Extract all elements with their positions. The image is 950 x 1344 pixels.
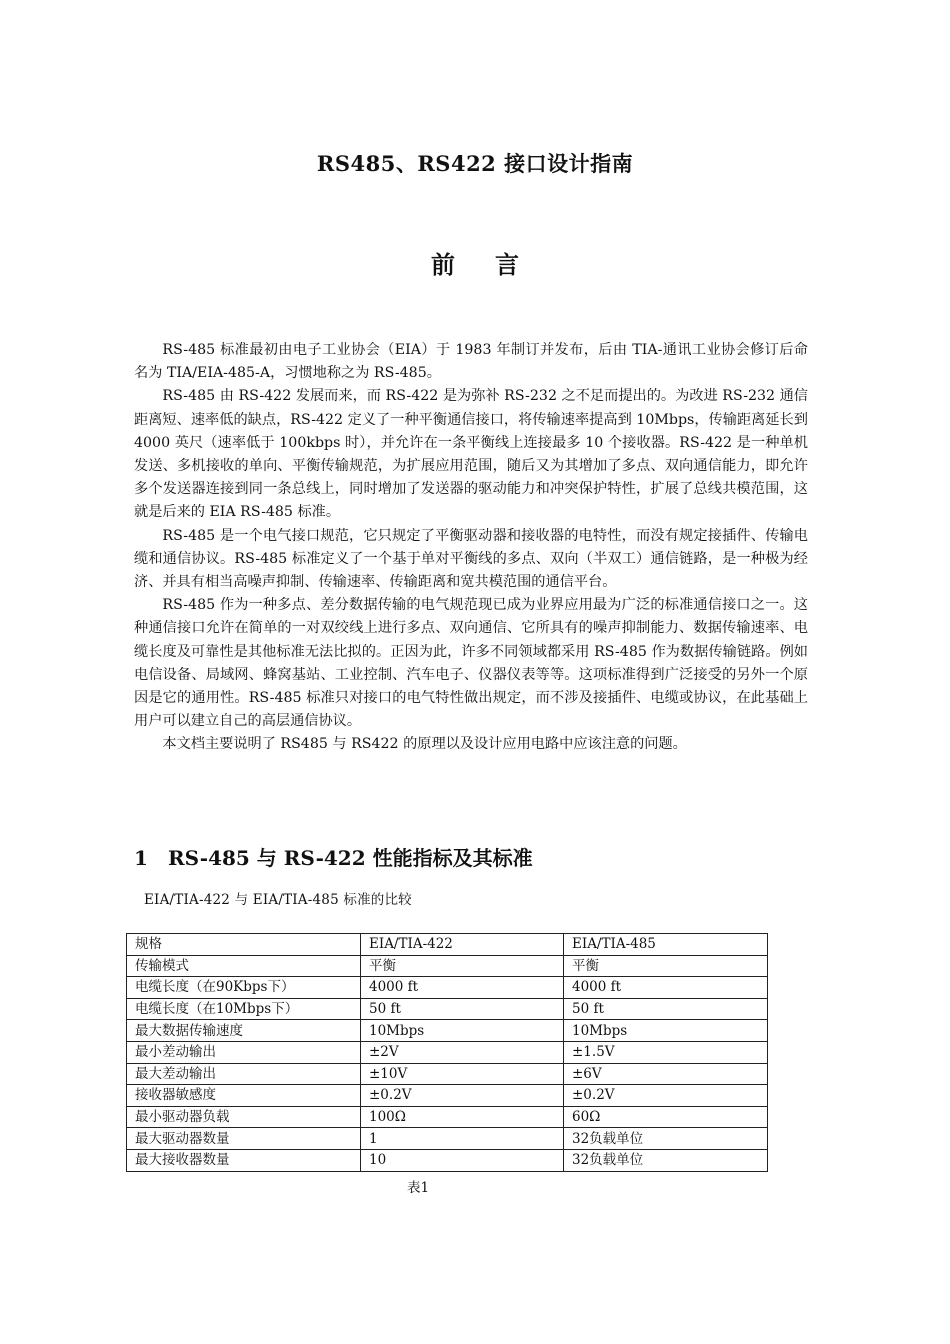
paragraph: RS-485 标准最初由电子工业协会（EIA）于 1983 年制订并发布，后由 TIA-通讯工业协会修订后命名为 TIA/EIA-485-A，习惯地称之为 RS-485。 bbox=[134, 342, 808, 382]
table-header-row bbox=[127, 934, 768, 956]
paragraph: 本文档主要说明了 RS485 与 RS422 的原理以及设计应用电路中应该注意的问题。 bbox=[162, 736, 687, 753]
section-title: RS-485 与 RS-422 性能指标及其标准 bbox=[168, 846, 533, 870]
table-cell: 接收器敏感度 bbox=[127, 1085, 361, 1107]
table-row bbox=[127, 1128, 768, 1150]
table-cell: 平衡 bbox=[564, 955, 768, 977]
comparison-table bbox=[126, 933, 768, 1172]
table-cell: ±10V bbox=[361, 1063, 564, 1085]
table-label: 表1 bbox=[406, 1180, 430, 1196]
table-cell: 传输模式 bbox=[127, 955, 361, 977]
table-row bbox=[127, 1020, 768, 1042]
table-caption: EIA/TIA-422 与 EIA/TIA-485 标准的比较 bbox=[144, 892, 412, 908]
table-cell: 10 bbox=[361, 1149, 564, 1171]
preface-heading: 前言 bbox=[431, 250, 559, 279]
table-cell: ±0.2V bbox=[361, 1085, 564, 1107]
document-title: RS485、RS422 接口设计指南 bbox=[316, 151, 634, 176]
table-cell: 32负载单位 bbox=[564, 1149, 768, 1171]
table-cell: 50 ft bbox=[361, 998, 564, 1020]
table-row bbox=[127, 1085, 768, 1107]
table-header-cell: EIA/TIA-422 bbox=[361, 934, 564, 956]
table-row bbox=[127, 955, 768, 977]
table-row bbox=[127, 977, 768, 999]
table-row bbox=[127, 1041, 768, 1063]
table-cell: 60Ω bbox=[564, 1106, 768, 1128]
table-cell: 最小差动输出 bbox=[127, 1041, 361, 1063]
table-row bbox=[127, 1063, 768, 1085]
table-cell: ±1.5V bbox=[564, 1041, 768, 1063]
table-cell: 最大差动输出 bbox=[127, 1063, 361, 1085]
table-cell: 最大数据传输速度 bbox=[127, 1020, 361, 1042]
paragraph: RS-485 是一个电气接口规范，它只规定了平衡驱动器和接收器的电特性，而没有规定接插件、传输电缆和通信协议。RS-485 标准定义了一个基于单对平衡线的多点、双向（半双工）通信链路，是一种极为经济、并具有相当高噪声抑制、传输速率、传输距离和宽共模范围的通信平台。 bbox=[134, 527, 808, 591]
table-cell: 电缆长度（在90Kbps下） bbox=[127, 977, 361, 999]
table-cell: ±0.2V bbox=[564, 1085, 768, 1107]
body-text bbox=[134, 339, 808, 757]
paragraph: RS-485 作为一种多点、差分数据传输的电气规范现已成为业界应用最为广泛的标准通信接口之一。这种通信接口允许在简单的一对双绞线上进行多点、双向通信、它所具有的噪声抑制能力、数据传输速率、电缆长度及可靠性是其他标准无法比拟的。正因为此，许多不同领域都采用 RS-485 作为数据传输链路。例如电信设备、局域网、蜂窝基站、工业控制、汽车电子、仪器仪表等等。这项标准得到广泛接受的另外一个原因是它的通用性。RS-485 标准只对接口的电气特性做出规定，而不涉及接插件、电缆或协议，在此基础上用户可以建立自己的高层通信协议。 bbox=[134, 597, 808, 730]
table-cell: 10Mbps bbox=[564, 1020, 768, 1042]
table-cell: 最小驱动器负载 bbox=[127, 1106, 361, 1128]
section-heading bbox=[134, 842, 533, 871]
table-cell: 平衡 bbox=[361, 955, 564, 977]
table-cell: 32负载单位 bbox=[564, 1128, 768, 1150]
table-cell: 最大接收器数量 bbox=[127, 1149, 361, 1171]
table-cell: ±6V bbox=[564, 1063, 768, 1085]
table-row bbox=[127, 1149, 768, 1171]
table-header-cell: EIA/TIA-485 bbox=[564, 934, 768, 956]
table-header-cell: 规格 bbox=[127, 934, 361, 956]
paragraph: RS-485 由 RS-422 发展而来，而 RS-422 是为弥补 RS-232 之不足而提出的。为改进 RS-232 通信距离短、速率低的缺点，RS-422 定义了一种平衡通信接口，将传输速率提高到 10Mbps，传输距离延长到 4000 英尺（速率低于 100kbps 时），并允许在一条平衡线上连接最多 10 个接收器。RS-422 是一种单机发送、多机接收的单向、平衡传输规范，为扩展应用范围，随后又为其增加了多点、双向通信能力，即允许多个发送器连接到同一条总线上，同时增加了发送器的驱动能力和冲突保护特性，扩展了总线共模范围，这就是后来的 EIA RS-485 标准。 bbox=[134, 388, 808, 521]
section-number: 1 bbox=[134, 846, 148, 870]
table-cell: 100Ω bbox=[361, 1106, 564, 1128]
table-cell: ±2V bbox=[361, 1041, 564, 1063]
table-cell: 10Mbps bbox=[361, 1020, 564, 1042]
table-cell: 1 bbox=[361, 1128, 564, 1150]
table-cell: 50 ft bbox=[564, 998, 768, 1020]
table-cell: 4000 ft bbox=[564, 977, 768, 999]
table-row bbox=[127, 1106, 768, 1128]
table-cell: 4000 ft bbox=[361, 977, 564, 999]
table-cell: 电缆长度（在10Mbps下） bbox=[127, 998, 361, 1020]
table-row bbox=[127, 998, 768, 1020]
table-cell: 最大驱动器数量 bbox=[127, 1128, 361, 1150]
